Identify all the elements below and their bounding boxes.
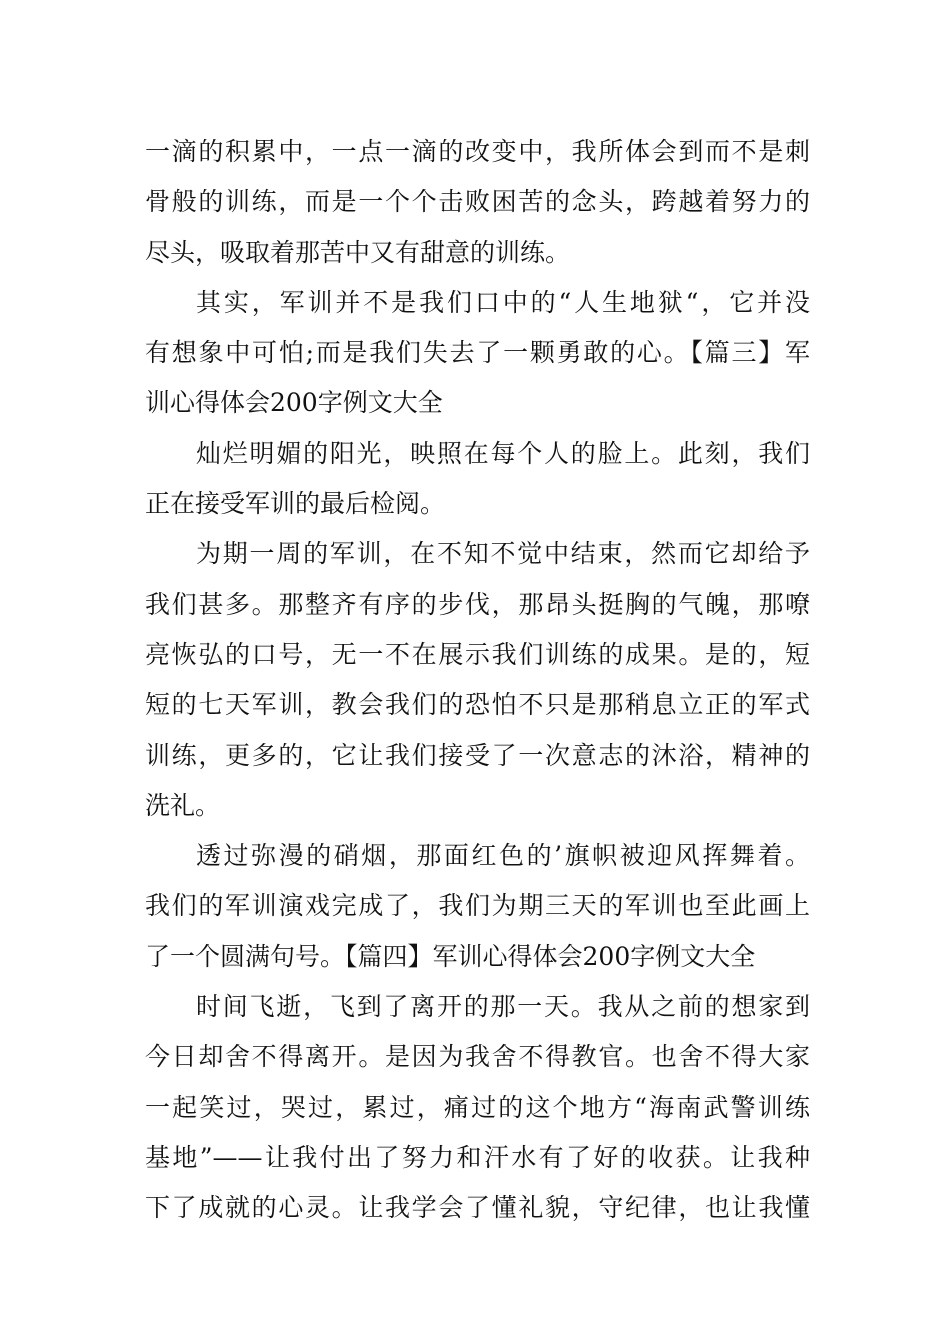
- text-line: 基地”——让我付出了努力和汗水有了好的收获。让我种: [145, 1142, 810, 1172]
- text-line: 了一个圆满句号。【篇四】军训心得体会200字例文大全: [145, 941, 756, 971]
- document-page: [145, 127, 810, 1234]
- text-line: 亮恢弘的口号，无一不在展示我们训练的成果。是的，短: [145, 639, 810, 669]
- text-line: 灿烂明媚的阳光，映照在每个人的脸上。此刻，我们: [196, 438, 810, 468]
- text-line: 尽头，吸取着那苦中又有甜意的训练。: [145, 237, 571, 267]
- text-line: 正在接受军训的最后检阅。: [145, 489, 446, 519]
- text-line: 为期一周的军训，在不知不觉中结束，然而它却给予: [196, 539, 810, 569]
- text-line: 有想象中可怕;而是我们失去了一颗勇敢的心。【篇三】军: [145, 338, 810, 368]
- text-line: 今日却舍不得离开。是因为我舍不得教官。也舍不得大家: [145, 1042, 810, 1072]
- text-line: 我们甚多。那整齐有序的步伐，那昂头挺胸的气魄，那嘹: [145, 589, 810, 619]
- text-line: 下了成就的心灵。让我学会了懂礼貌，守纪律，也让我懂: [145, 1193, 810, 1223]
- text-line: 时间飞逝，飞到了离开的那一天。我从之前的想家到: [196, 992, 810, 1022]
- text-line: 透过弥漫的硝烟，那面红色的’旗帜被迎风挥舞着。: [196, 841, 810, 871]
- text-line: 短的七天军训，教会我们的恐怕不只是那稍息立正的军式: [145, 690, 810, 720]
- text-line: 训心得体会200字例文大全: [145, 388, 443, 418]
- text-line: 一起笑过，哭过，累过，痛过的这个地方“海南武警训练: [145, 1092, 810, 1122]
- text-line: 我们的军训演戏完成了，我们为期三天的军训也至此画上: [145, 891, 810, 921]
- text-line: 一滴的积累中，一点一滴的改变中，我所体会到而不是刺: [145, 137, 810, 166]
- text-line: 训练，更多的，它让我们接受了一次意志的沐浴，精神的: [145, 740, 810, 770]
- text-line: 其实，军训并不是我们口中的“人生地狱“，它并没: [196, 287, 810, 317]
- text-line: 洗礼。: [145, 790, 221, 820]
- text-line: 骨般的训练，而是一个个击败困苦的念头，跨越着努力的: [145, 187, 810, 217]
